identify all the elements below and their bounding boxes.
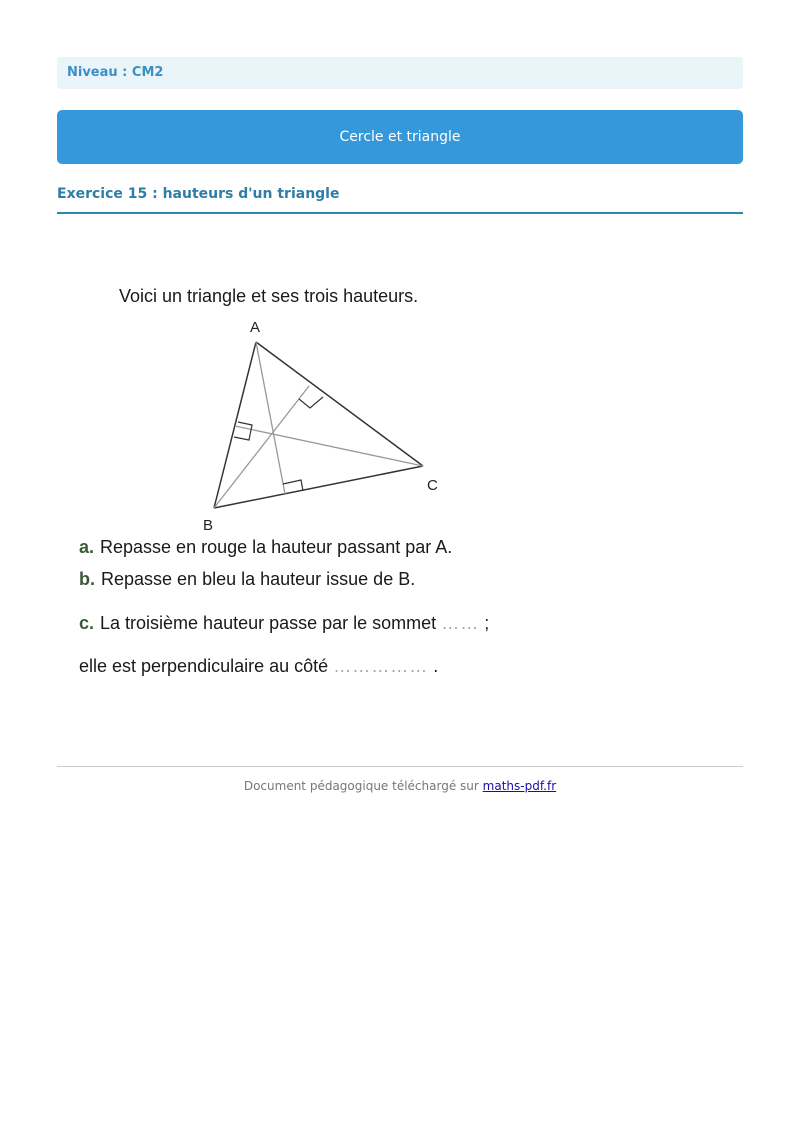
level-badge: Niveau : CM2 xyxy=(57,57,743,89)
footer-link[interactable]: maths-pdf.fr xyxy=(482,779,557,793)
right-angle-mark-ac xyxy=(299,397,323,408)
side-bc xyxy=(214,466,423,508)
question-a xyxy=(79,537,452,558)
exercise-title: Exercice 15 : hauteurs d'un triangle xyxy=(57,186,743,214)
exercise-content xyxy=(79,280,679,690)
question-c-end: ; xyxy=(484,613,490,633)
question-c2-text: elle est perpendiculaire au côté xyxy=(79,656,329,676)
vertex-label-a: A xyxy=(250,319,261,336)
question-b-text: Repasse en bleu la hauteur issue de B. xyxy=(101,569,416,589)
answer-blank-side[interactable]: …………… xyxy=(333,656,429,676)
question-b-letter: b. xyxy=(79,569,95,589)
footer xyxy=(0,779,800,793)
chapter-banner: Cercle et triangle xyxy=(57,110,743,164)
question-c2-end: . xyxy=(433,656,439,676)
footer-divider xyxy=(57,766,743,767)
altitude-from-c xyxy=(235,426,423,466)
question-c-text: La troisième hauteur passe par le sommet xyxy=(100,613,437,633)
right-angle-mark-bc xyxy=(283,480,303,491)
footer-text: Document pédagogique téléchargé sur xyxy=(243,779,479,793)
triangle-figure xyxy=(199,314,449,536)
answer-blank-vertex[interactable]: …… xyxy=(441,613,480,633)
vertex-label-b: B xyxy=(203,517,214,534)
question-a-text: Repasse en rouge la hauteur passant par A. xyxy=(100,537,453,557)
altitude-from-b xyxy=(214,386,309,508)
question-c xyxy=(79,613,489,634)
question-c-continuation xyxy=(79,656,438,677)
altitude-from-a xyxy=(256,342,285,494)
right-angle-mark-ab xyxy=(234,422,252,440)
question-c-letter: c. xyxy=(79,613,95,633)
side-ac xyxy=(256,342,423,466)
question-b xyxy=(79,569,415,590)
vertex-label-c: C xyxy=(427,477,438,494)
question-a-letter: a. xyxy=(79,537,95,557)
exercise-intro: Voici un triangle et ses trois hauteurs. xyxy=(119,286,419,306)
